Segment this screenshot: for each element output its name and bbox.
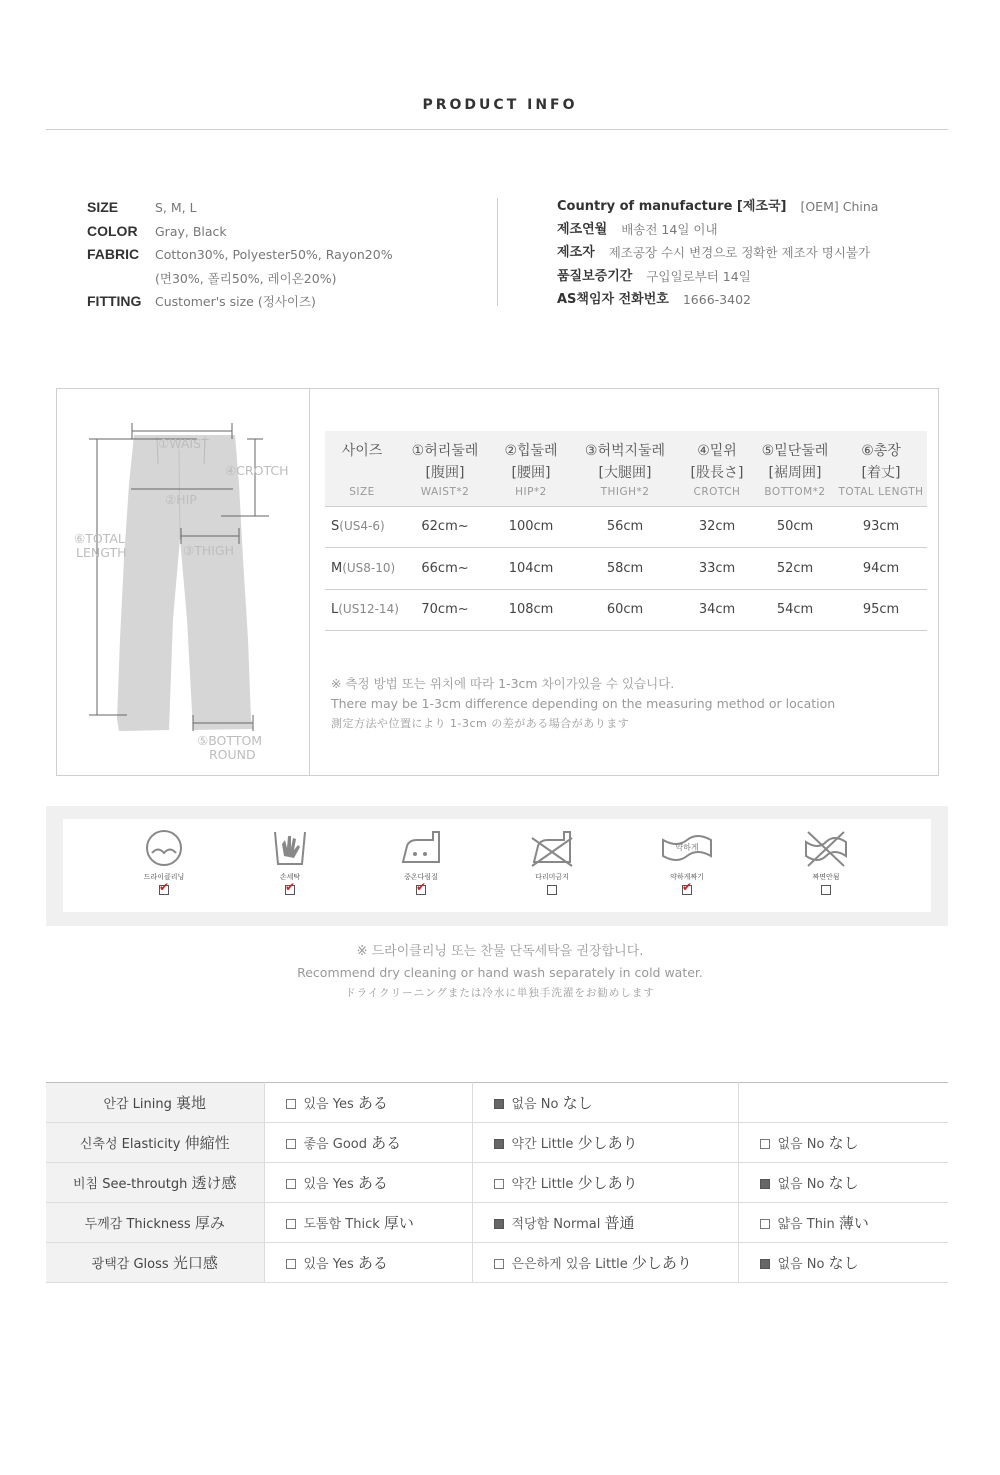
- property-label-ko: 안감 Lining: [103, 1097, 172, 1112]
- property-label: [46, 1123, 264, 1163]
- gentle-wring-icon: [659, 828, 715, 868]
- property-option[interactable]: [472, 1243, 738, 1283]
- info-value: Customer's size (정사이즈): [155, 294, 316, 309]
- table-cell: 95cm: [835, 589, 927, 631]
- iron-medium-icon: [399, 828, 443, 868]
- care-checkbox[interactable]: [285, 880, 296, 895]
- option-ja: 少しあり: [631, 1254, 692, 1272]
- info-value: (면30%, 폴리50%, 레이온20%): [155, 270, 337, 286]
- option-text: 은은하게 있음 Little: [511, 1257, 628, 1272]
- property-label-ko: 비침 See-throutgh: [72, 1177, 188, 1192]
- page-title: PRODUCT INFO: [422, 97, 578, 113]
- care-note-en: Recommend dry cleaning or hand wash separately in cold water.: [297, 965, 703, 980]
- size-box-divider: [309, 389, 310, 775]
- table-cell: 52cm: [755, 548, 835, 590]
- info-row-as-phone: [557, 288, 977, 311]
- property-option[interactable]: [264, 1123, 472, 1163]
- info-key: [87, 267, 155, 291]
- col-header: ⑤밑단둘레: [761, 443, 829, 459]
- col-header: ②힙둘레: [504, 443, 558, 459]
- table-cell: 108cm: [491, 589, 571, 631]
- table-cell: 93cm: [835, 506, 927, 548]
- property-label-ja: 光口感: [172, 1254, 218, 1272]
- option-ja: ある: [357, 1254, 388, 1272]
- property-option[interactable]: [738, 1203, 948, 1243]
- property-label-ja: 伸縮性: [184, 1134, 230, 1152]
- size-table-header-kanji: [325, 461, 927, 483]
- col-en: WAIST*2: [420, 486, 470, 499]
- check-mark-icon: ✔: [416, 880, 427, 894]
- option-checkbox[interactable]: [760, 1179, 770, 1189]
- care-item-gentle-wring: [642, 828, 732, 895]
- option-ja: 薄い: [838, 1214, 869, 1232]
- option-checkbox[interactable]: [286, 1179, 296, 1189]
- total-length-label-1: ⑥TOTAL: [74, 531, 125, 546]
- property-option[interactable]: [738, 1243, 948, 1283]
- col-en: BOTTOM*2: [764, 486, 826, 499]
- gentle-wring-text: 약하게: [675, 843, 699, 852]
- table-cell: 70cm~: [399, 589, 491, 631]
- option-checkbox[interactable]: [494, 1259, 504, 1269]
- care-item-dry-clean: [119, 828, 209, 895]
- col-en: TOTAL LENGTH: [838, 486, 924, 499]
- info-value: 배송전 14일 이내: [621, 222, 718, 238]
- option-text: 약간 Little: [511, 1177, 574, 1192]
- size-cell: [325, 548, 399, 590]
- property-row-gloss: [46, 1243, 948, 1283]
- option-checkbox[interactable]: [494, 1139, 504, 1149]
- property-label: [46, 1243, 264, 1283]
- size-cell: [325, 589, 399, 631]
- care-item-no-wring: [781, 828, 871, 895]
- option-ja: なし: [828, 1254, 859, 1272]
- table-row: [325, 548, 927, 590]
- info-value: S, M, L: [155, 200, 197, 215]
- size-us: (US4-6): [339, 519, 385, 534]
- info-row-color: [87, 220, 487, 244]
- check-mark-icon: ✔: [285, 880, 296, 894]
- check-mark-icon: ✔: [682, 880, 693, 894]
- option-text: 있음 Yes: [303, 1097, 354, 1112]
- property-option[interactable]: [264, 1083, 472, 1123]
- care-label: 손세탁: [279, 873, 301, 881]
- info-key: FITTING: [87, 293, 142, 309]
- table-row: [325, 506, 927, 548]
- col-kanji: [大腿囲]: [598, 465, 652, 481]
- property-option[interactable]: [264, 1163, 472, 1203]
- care-checkbox[interactable]: [547, 885, 557, 895]
- property-row-thickness: [46, 1203, 948, 1243]
- property-row-see-through: [46, 1163, 948, 1203]
- option-checkbox[interactable]: [494, 1099, 504, 1109]
- col-kanji: [325, 461, 399, 483]
- property-label-ko: 두께감 Thickness: [84, 1217, 191, 1232]
- hip-label: ②HIP: [165, 492, 197, 507]
- care-checkbox[interactable]: [416, 880, 427, 895]
- col-en: THIGH*2: [600, 486, 650, 499]
- info-value: [OEM] China: [800, 199, 879, 214]
- info-key: Country of manufacture [제조국]: [557, 199, 787, 214]
- bottom-round-label-1: ⑤BOTTOM: [197, 733, 263, 748]
- property-option[interactable]: [738, 1123, 948, 1163]
- care-label: 중온다림질: [404, 873, 438, 881]
- info-row-fabric: [87, 243, 487, 267]
- option-checkbox[interactable]: [286, 1139, 296, 1149]
- size-note-en: There may be 1-3cm difference depending on the measuring method or location: [331, 696, 836, 711]
- property-label: [46, 1163, 264, 1203]
- col-header: ④밑위: [697, 443, 737, 459]
- title-divider: [46, 129, 948, 130]
- size-letter: S: [331, 519, 340, 535]
- option-checkbox[interactable]: [286, 1219, 296, 1229]
- table-cell: 50cm: [755, 506, 835, 548]
- info-row-country: [557, 195, 977, 218]
- option-text: 있음 Yes: [303, 1177, 354, 1192]
- info-key: 품질보증기간: [557, 268, 633, 284]
- col-kanji: [着丈]: [861, 465, 901, 481]
- property-row-lining: [46, 1083, 948, 1123]
- option-text: 없음 No: [777, 1257, 825, 1272]
- pants-figure: [57, 389, 309, 775]
- waist-label: ①WAIST: [158, 436, 209, 451]
- col-kanji: [裾周囲]: [768, 465, 822, 481]
- care-label: 짜면안됨: [812, 873, 840, 881]
- property-option-empty: [738, 1083, 948, 1123]
- table-cell: 58cm: [571, 548, 679, 590]
- info-value: Cotton30%, Polyester50%, Rayon20%: [155, 247, 393, 262]
- property-label: [46, 1083, 264, 1123]
- info-left: [87, 196, 487, 314]
- table-cell: 66cm~: [399, 548, 491, 590]
- care-checkbox[interactable]: [159, 880, 170, 895]
- option-text: 약간 Little: [511, 1137, 574, 1152]
- size-letter: M: [331, 560, 343, 576]
- col-kanji: [腹囲]: [425, 465, 465, 481]
- table-cell: 54cm: [755, 589, 835, 631]
- option-ja: ある: [357, 1174, 388, 1192]
- info-value: 1666-3402: [682, 291, 751, 307]
- care-note: [0, 941, 1000, 1003]
- table-row: [325, 589, 927, 631]
- info-value: Gray, Black: [155, 223, 227, 239]
- check-mark-icon: ✔: [159, 880, 170, 894]
- info-key: FABRIC: [87, 246, 140, 262]
- property-option[interactable]: [472, 1123, 738, 1163]
- size-us: (US12-14): [338, 602, 399, 617]
- col-header: ⑥총장: [861, 443, 901, 459]
- property-row-elasticity: [46, 1123, 948, 1163]
- info-divider: [497, 198, 498, 306]
- care-label: 다리미금지: [535, 873, 569, 881]
- info-key: COLOR: [87, 222, 138, 239]
- option-checkbox[interactable]: [494, 1219, 504, 1229]
- property-table: [46, 1082, 948, 1283]
- info-key: 제조자: [557, 245, 595, 261]
- info-key: SIZE: [87, 199, 119, 215]
- col-en: HIP*2: [515, 486, 547, 499]
- option-checkbox[interactable]: [760, 1139, 770, 1149]
- option-ja: 少しあり: [577, 1134, 638, 1152]
- option-ja: 少しあり: [577, 1174, 638, 1192]
- option-checkbox[interactable]: [286, 1099, 296, 1109]
- table-cell: 32cm: [679, 506, 755, 548]
- table-cell: 56cm: [571, 506, 679, 548]
- size-note: [331, 674, 931, 734]
- property-option[interactable]: [738, 1163, 948, 1203]
- property-option[interactable]: [472, 1163, 738, 1203]
- info-row-maker: [557, 241, 977, 264]
- size-table-header-en: [325, 483, 927, 506]
- option-ja: なし: [562, 1094, 593, 1112]
- option-text: 좋음 Good: [303, 1137, 367, 1152]
- option-text: 없음 No: [511, 1097, 559, 1112]
- property-label-ko: 신축성 Elasticity: [79, 1137, 181, 1152]
- col-en: SIZE: [349, 486, 375, 499]
- crotch-label: ④CROTCH: [225, 463, 289, 478]
- care-checkbox[interactable]: [821, 885, 831, 895]
- property-option[interactable]: [472, 1203, 738, 1243]
- info-row-fabric-ko: [87, 267, 487, 291]
- care-label: 약하게짜기: [670, 873, 704, 881]
- table-cell: 34cm: [679, 589, 755, 631]
- size-note-ko: ※ 측정 방법 또는 위치에 따라 1-3cm 차이가있을 수 있습니다.: [331, 676, 675, 691]
- table-cell: 60cm: [571, 589, 679, 631]
- table-cell: 104cm: [491, 548, 571, 590]
- table-cell: 33cm: [679, 548, 755, 590]
- info-row-warranty: [557, 265, 977, 288]
- care-checkbox[interactable]: [682, 880, 693, 895]
- pants-shape: [117, 435, 253, 731]
- care-label: 드라이클리닝: [143, 873, 185, 881]
- info-value: 제조공장 수시 변경으로 정확한 제조자 명시불가: [608, 245, 871, 261]
- care-item-iron-medium: [376, 828, 466, 895]
- size-us: (US8-10): [342, 560, 396, 575]
- property-option[interactable]: [472, 1083, 738, 1123]
- col-header: ③허벅지둘레: [584, 443, 666, 459]
- info-key: AS책임자 전화번호: [557, 291, 669, 307]
- option-checkbox[interactable]: [760, 1219, 770, 1229]
- info-row-fitting: [87, 290, 487, 314]
- option-checkbox[interactable]: [286, 1259, 296, 1269]
- property-label-ja: 透け感: [191, 1174, 237, 1192]
- col-kanji: [腰囲]: [511, 465, 551, 481]
- table-cell: 62cm~: [399, 506, 491, 548]
- option-text: 있음 Yes: [303, 1257, 354, 1272]
- care-item-no-iron: [507, 828, 597, 895]
- option-text: 없음 No: [777, 1177, 825, 1192]
- option-ja: 普通: [604, 1214, 635, 1232]
- care-note-ja: ドライクリーニングまたは冷水に単独手洗濯をお勧めします: [345, 987, 655, 999]
- property-label-ko: 광택감 Gloss: [91, 1257, 169, 1272]
- option-ja: ある: [357, 1094, 388, 1112]
- care-item-hand-wash: [245, 828, 335, 895]
- option-checkbox[interactable]: [494, 1179, 504, 1189]
- size-table: [325, 431, 927, 631]
- option-ja: ある: [371, 1134, 402, 1152]
- col-kanji: [股長さ]: [690, 465, 744, 481]
- property-label: [46, 1203, 264, 1243]
- size-note-ja: 測定方法や位置により 1-3cm の差がある場合があります: [331, 717, 630, 730]
- property-option[interactable]: [264, 1243, 472, 1283]
- option-text: 얇음 Thin: [777, 1217, 835, 1232]
- property-label-ja: 裏地: [176, 1094, 207, 1112]
- info-row-date: [557, 218, 977, 241]
- property-option[interactable]: [264, 1203, 472, 1243]
- no-iron-icon: [530, 828, 574, 868]
- col-en: CROTCH: [693, 486, 741, 499]
- option-checkbox[interactable]: [760, 1259, 770, 1269]
- info-row-size: [87, 196, 487, 220]
- dry-clean-icon: [144, 828, 184, 868]
- thigh-label: ③THIGH: [183, 543, 235, 558]
- option-text: 적당함 Normal: [511, 1217, 601, 1232]
- option-text: 도톰함 Thick: [303, 1217, 380, 1232]
- option-ja: なし: [828, 1174, 859, 1192]
- info-value: 구입일로부터 14일: [646, 268, 751, 284]
- table-cell: 100cm: [491, 506, 571, 548]
- info-key: 제조연월: [557, 222, 608, 238]
- col-header: ①허리둘레: [411, 443, 479, 459]
- bottom-round-label-2: ROUND: [209, 747, 256, 762]
- option-ja: 厚い: [383, 1214, 414, 1232]
- info-right: [557, 195, 977, 311]
- care-note-ko: ※ 드라이클리닝 또는 찬물 단독세탁을 권장합니다.: [356, 944, 644, 959]
- size-cell: [325, 506, 399, 548]
- total-length-label-2: LENGTH: [76, 545, 127, 560]
- hand-wash-icon: [270, 828, 310, 868]
- option-text: 없음 No: [777, 1137, 825, 1152]
- option-ja: なし: [828, 1134, 859, 1152]
- col-header: 사이즈: [341, 443, 383, 459]
- size-letter: L: [331, 602, 339, 618]
- property-label-ja: 厚み: [194, 1214, 225, 1232]
- no-wring-icon: [802, 828, 850, 868]
- table-cell: 94cm: [835, 548, 927, 590]
- size-table-header-names: [325, 431, 927, 461]
